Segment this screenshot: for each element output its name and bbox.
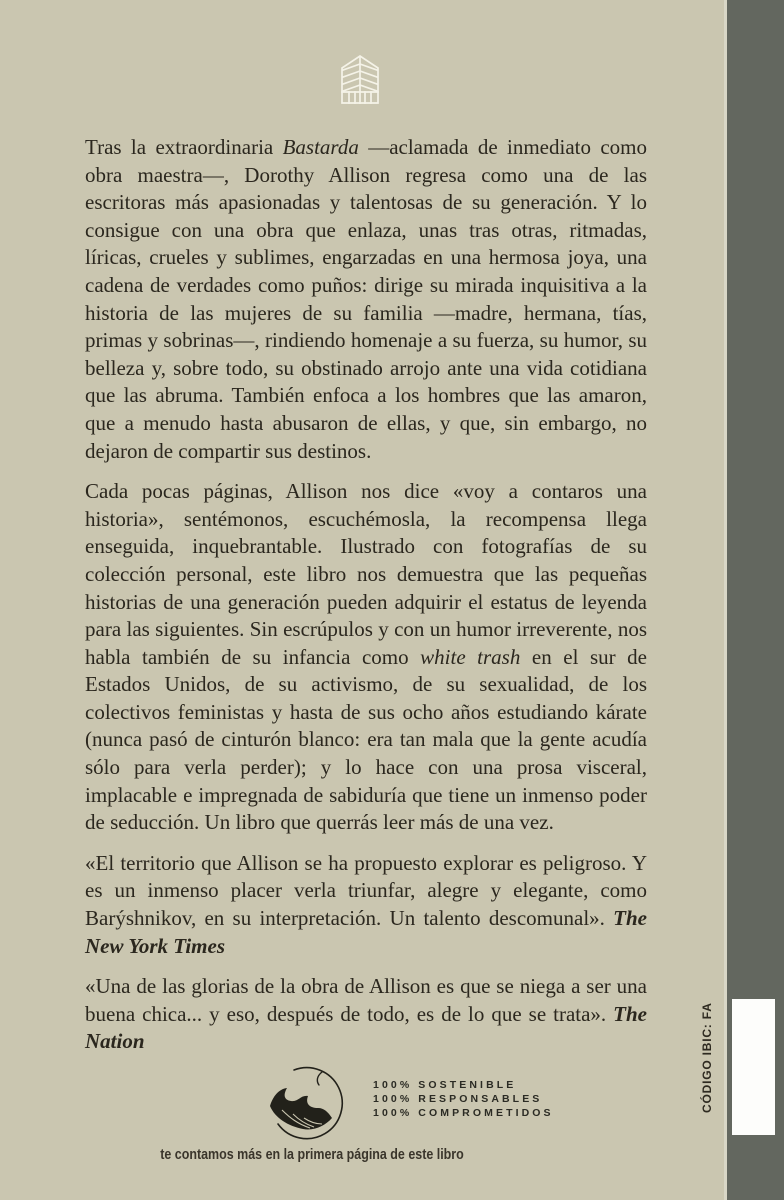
back-cover-text [85, 134, 647, 1069]
paragraph-quote-nyt [85, 850, 647, 960]
sustainability-line: 100% COMPROMETIDOS [373, 1107, 554, 1119]
text-run: Tras la extraordinaria [85, 135, 283, 159]
sustainability-line: 100% RESPONSABLES [373, 1093, 543, 1105]
publisher-emblem-icon [341, 55, 379, 104]
ibic-code-label: CÓDIGO IBIC: FA [700, 1002, 714, 1113]
book-title-italic: Bastarda [282, 135, 359, 159]
sustainability-claims [373, 1078, 554, 1120]
sustainability-tagline: te contamos más en la primera página de este libro [160, 1147, 464, 1163]
quote-text: «Una de las glorias de la obra de Allison es que se niega a ser una buena chica... y eso, después de todo, es de lo que se trata». [85, 974, 647, 1026]
quote-source: The New York Times [85, 906, 647, 958]
paragraph-quote-nation [85, 973, 647, 1056]
sustainability-line: 100% SOSTENIBLE [373, 1079, 517, 1091]
barcode-placeholder [732, 999, 775, 1135]
quote-text: «El territorio que Allison se ha propuesto explorar es peligroso. Y es un inmenso placer verla triunfar, alegre y elegante, como Barýshnikov, en su interpretación. Un talento descomunal». [85, 850, 647, 931]
text-run: Cada pocas páginas, Allison nos dice «voy a contaros una historia», sentémonos, escuchémosla, la recompensa llega enseguida, inquebrantable. Ilustrado con fotografías de su colección personal, este libro nos demuestra que las pequeñas historias de una generación pueden adquirir el estatus de leyenda para las siguientes. Sin escrúpulos y con un humor irreverente, nos habla también de su infancia como [85, 479, 647, 669]
paragraph-synopsis-2 [85, 478, 647, 837]
paragraph-synopsis-1 [85, 134, 647, 465]
text-run: en el sur de Estados Unidos, de su activismo, de su sexualidad, de los colectivos feministas y hasta de sus ocho años estudiando kárate (nunca pasó de cinturón blanco: era tan mala que la gente acudía sólo para verla perder); y lo hace con una prosa visceral, implacable e impregnada de sabiduría que tiene un inmenso poder de seducción. Un libro que querrás leer más de una vez. [85, 644, 647, 835]
quote-source: The Nation [85, 1001, 647, 1054]
text-run: —aclamada de inmediato como obra maestra—, Dorothy Allison regresa como una de las escritoras más apasionadas y talentosas de su generación. Y lo consigue con una obra que enlaza, unas tras otras, ritmadas, líricas, crueles y sublimes, engarzadas en una hermosa joya, una cadena de verdades como puños: dirige su mirada inquisitiva a la historia de las mujeres de su familia —madre, hermana, tías, primas y sobrinas—, rindiendo homenaje a su fuerza, su humor, su belleza y, sobre todo, su obstinado arrojo ante una vida cotidiana que las abruma. También enfoca a los hombres que las amaron, que a menudo hasta abusaron de ellas, y que, sin embargo, no dejaron de compartir sus destinos. [85, 135, 648, 463]
feather-circle-icon [266, 1062, 346, 1142]
foreign-term-italic: white trash [420, 644, 521, 669]
